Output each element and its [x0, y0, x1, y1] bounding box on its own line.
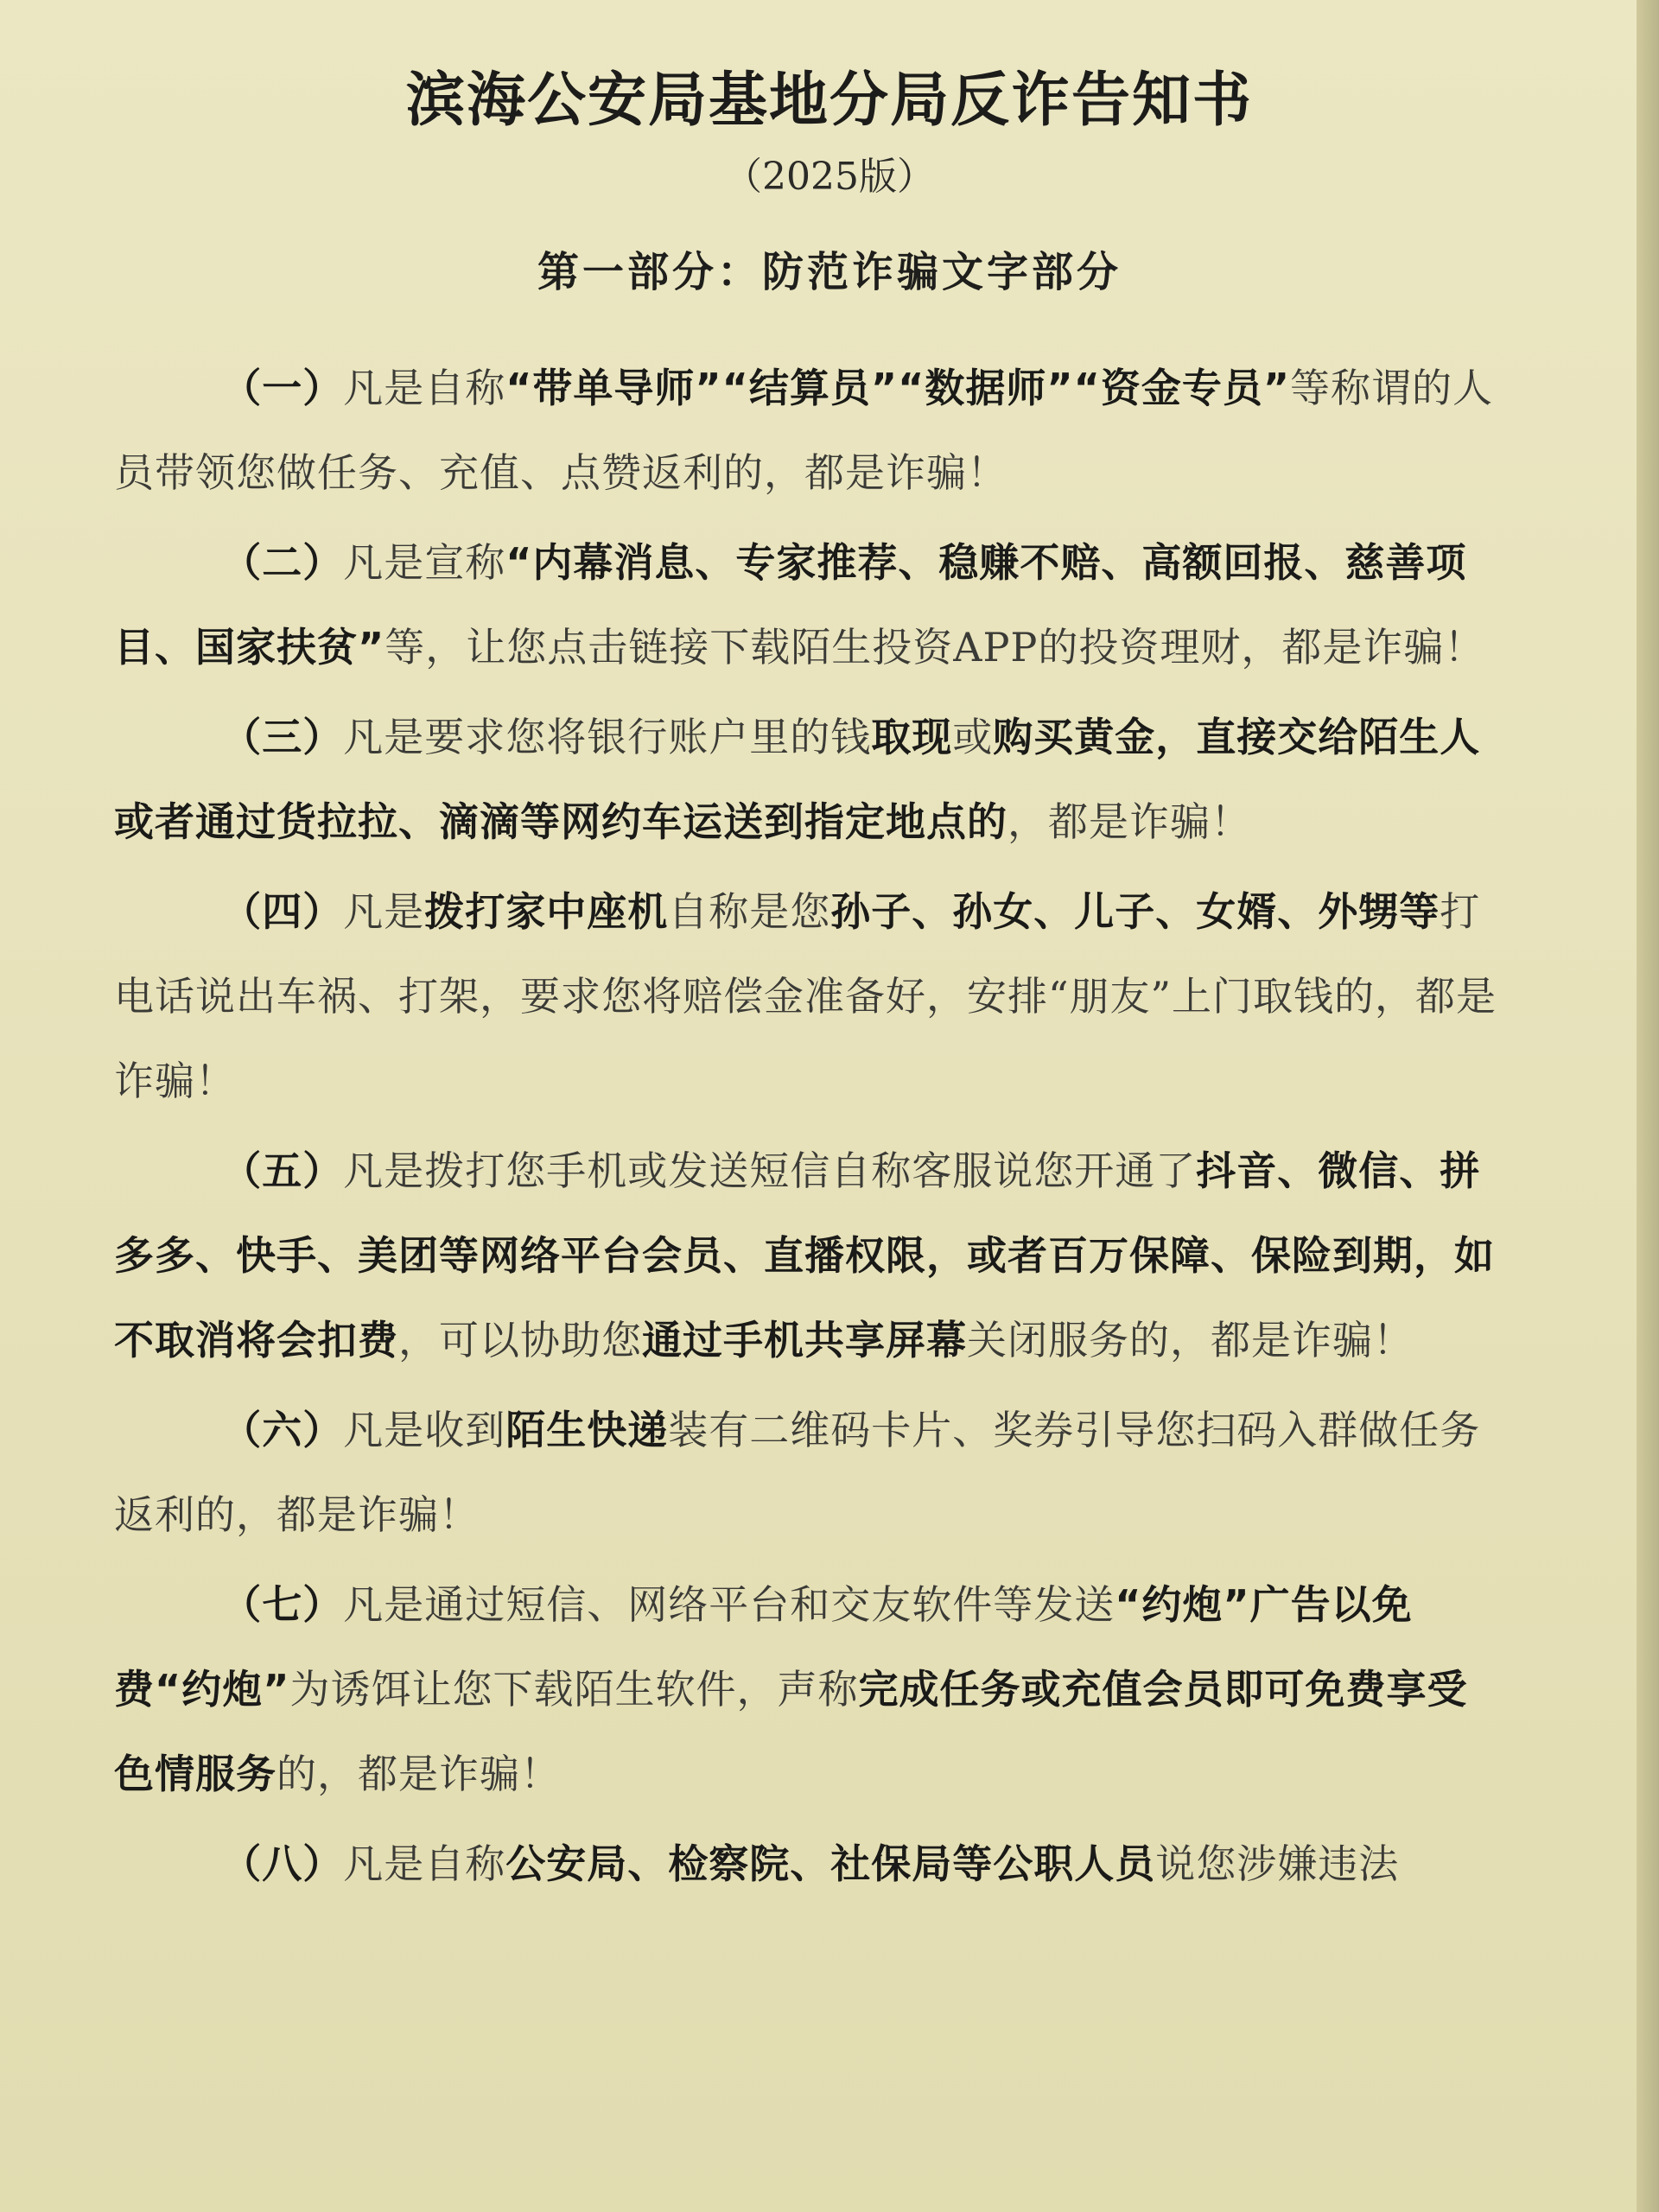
item-number: （六）	[221, 1407, 344, 1453]
emphasis-text: 取现	[871, 714, 953, 760]
emphasis-text: “约炮”广告以免费“约炮”	[114, 1581, 1413, 1713]
item-text: 凡是	[343, 888, 425, 935]
notice-body	[114, 346, 1505, 1911]
item-text: 等，让您点击链接下载陌生投资APP的投资理财，都是诈骗！	[385, 624, 1485, 671]
emphasis-text: 陌生快递	[505, 1407, 669, 1453]
section-heading: 第一部分：防范诈骗文字部分	[537, 248, 1122, 296]
notice-item	[114, 869, 1505, 1123]
item-text: 的，都是诈骗！	[276, 1751, 561, 1797]
item-text: 凡是自称	[343, 1840, 506, 1887]
item-number: （三）	[221, 714, 344, 760]
emphasis-text: 公安局、检察院、社保局等公职人员	[505, 1840, 1156, 1887]
item-text: 关闭服务的，都是诈骗！	[967, 1317, 1414, 1363]
item-number: （四）	[221, 888, 344, 935]
item-text: 凡是自称	[343, 365, 506, 411]
item-text: 凡是要求您将银行账户里的钱	[343, 714, 872, 760]
item-number: （二）	[221, 539, 344, 586]
item-text: 凡是宣称	[343, 539, 506, 586]
item-text: 凡是收到	[343, 1407, 506, 1453]
item-number: （五）	[221, 1147, 344, 1194]
emphasis-text: “带单导师”“结算员”“数据师”“资金专员”	[505, 365, 1291, 411]
notice-item	[114, 346, 1505, 515]
item-text: 为诱饵让您下载陌生软件，声称	[289, 1666, 859, 1713]
item-text: 凡是拨打您手机或发送短信自称客服说您开通了	[343, 1147, 1197, 1194]
item-text: 凡是通过短信、网络平台和交友软件等发送	[343, 1581, 1116, 1628]
item-number: （一）	[221, 365, 344, 411]
paper-edge	[1637, 0, 1659, 2212]
notice-item	[114, 695, 1505, 864]
notice-item	[114, 520, 1505, 690]
notice-item	[114, 1128, 1505, 1382]
item-text: ，都是诈骗！	[1007, 798, 1251, 845]
item-text: 自称是您	[668, 888, 831, 935]
notice-item	[114, 1821, 1505, 1906]
emphasis-text: 完成任务或充值会员即可免费享受色情服务	[114, 1666, 1468, 1797]
emphasis-text: 通过手机共享屏幕	[642, 1317, 967, 1363]
item-text: 装有二维码卡片、奖券引导您扫码入群做任务返利的，都是诈骗！	[114, 1407, 1481, 1538]
item-text: 说您涉嫌违法	[1155, 1840, 1400, 1887]
emphasis-text: 孙子、孙女、儿子、女婿、外甥等	[830, 888, 1440, 935]
item-text: 等称谓的人员带领您做任务、充值、点赞返利的，都是诈骗！	[114, 365, 1494, 496]
emphasis-text: 抖音、微信、拼多多、快手、美团等网络平台会员、直播权限，或者百万保障、保险到期，如不取消将会扣费	[114, 1147, 1495, 1363]
item-number: （八）	[221, 1840, 344, 1887]
document-edition: （2025版）	[724, 155, 935, 199]
item-text: 打电话说出车祸、打架，要求您将赔偿金准备好，安排“朋友”上门取钱的，都是诈骗！	[114, 888, 1497, 1104]
notice-item	[114, 1562, 1505, 1816]
notice-item	[114, 1388, 1505, 1557]
item-number: （七）	[221, 1581, 344, 1628]
item-text: ，可以协助您	[398, 1317, 642, 1363]
emphasis-text: “内幕消息、专家推荐、稳赚不赔、高额回报、慈善项目、国家扶贫”	[114, 539, 1467, 671]
document-title: 滨海公安局基地分局反诈告知书	[405, 66, 1253, 135]
emphasis-text: 购买黄金，直接交给陌生人或者通过货拉拉、滴滴等网约车运送到指定地点的	[114, 714, 1481, 845]
emphasis-text: 拨打家中座机	[424, 888, 669, 935]
item-text: 或	[952, 714, 994, 760]
